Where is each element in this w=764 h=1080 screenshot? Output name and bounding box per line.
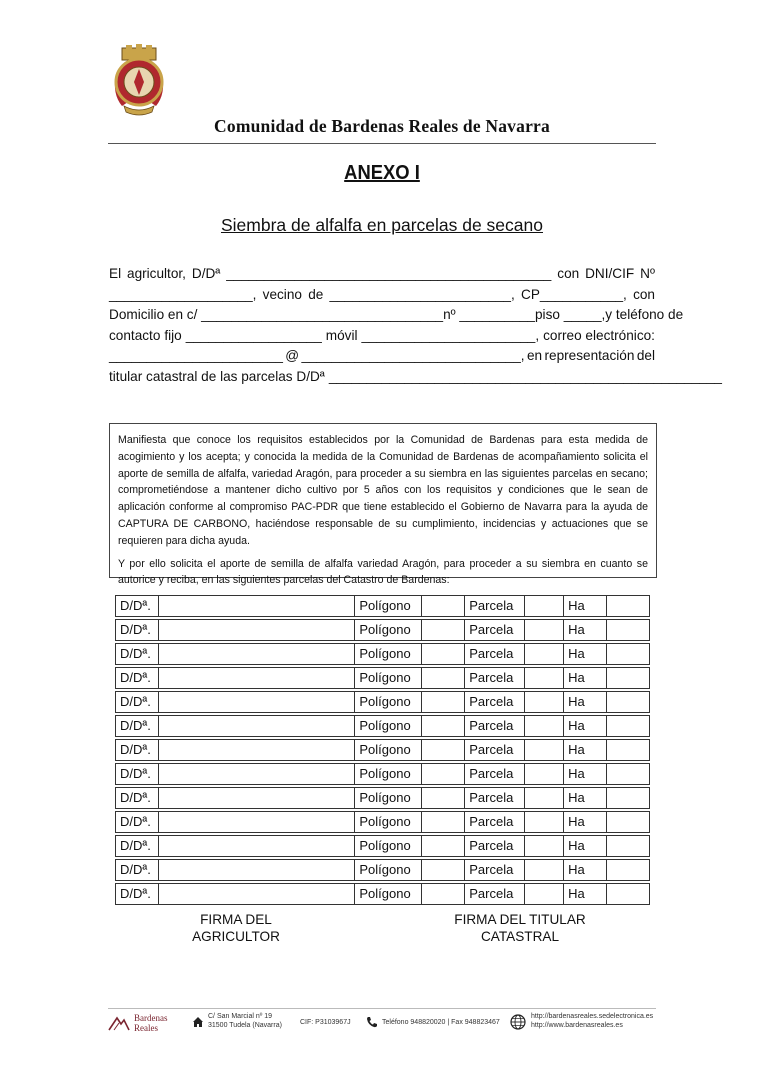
form-word: de bbox=[308, 286, 324, 302]
dni-cif-blank[interactable]: ___________________, bbox=[109, 286, 257, 302]
parcel-value-cell[interactable] bbox=[525, 812, 564, 833]
owner-label: D/Dª. bbox=[116, 788, 159, 809]
parcel-label: Parcela bbox=[465, 620, 525, 641]
owner-name-cell[interactable] bbox=[158, 788, 354, 809]
form-word: D/Dª bbox=[191, 266, 221, 281]
hectares-label: Ha bbox=[564, 740, 607, 761]
address-line: C/ San Marcial nº 19 bbox=[208, 1013, 273, 1020]
parcel-value-cell[interactable] bbox=[525, 692, 564, 713]
footer-cif bbox=[300, 1019, 351, 1026]
declaration-paragraph: Y por ello solicita el aporte de semilla de alfalfa variedad Aragón, para proceder a su siembra en cuanto se autorice y reciba, en las siguientes parcelas del Catastro de Bardenas: bbox=[118, 557, 648, 587]
parcel-label: Parcela bbox=[465, 788, 525, 809]
owner-name-cell[interactable] bbox=[158, 740, 354, 761]
parcel-value-cell[interactable] bbox=[525, 836, 564, 857]
footer-brand bbox=[108, 1013, 168, 1033]
owner-signature bbox=[440, 911, 600, 945]
owner-name-cell[interactable] bbox=[158, 668, 354, 689]
hectares-value-cell[interactable] bbox=[607, 740, 650, 761]
owner-name-cell[interactable] bbox=[158, 836, 354, 857]
hectares-value-cell[interactable] bbox=[607, 644, 650, 665]
owner-label: D/Dª. bbox=[116, 740, 159, 761]
parcel-label: Parcela bbox=[465, 884, 525, 905]
home-icon bbox=[192, 1016, 204, 1028]
parcel-label: Parcela bbox=[465, 668, 525, 689]
polygon-label: Polígono bbox=[355, 860, 422, 881]
parcel-row bbox=[116, 620, 650, 641]
form-word: correo electrónico: bbox=[543, 327, 655, 343]
hectares-value-cell[interactable] bbox=[607, 620, 650, 641]
polygon-value-cell[interactable] bbox=[422, 644, 465, 665]
owner-label: D/Dª. bbox=[116, 884, 159, 905]
signature-label: FIRMA DEL TITULAR bbox=[454, 912, 586, 927]
owner-label: D/Dª. bbox=[116, 764, 159, 785]
postal-code-blank[interactable]: CP___________, bbox=[521, 286, 627, 302]
polygon-value-cell[interactable] bbox=[422, 668, 465, 689]
parcel-row bbox=[116, 812, 650, 833]
hectares-label: Ha bbox=[564, 812, 607, 833]
form-line-4 bbox=[109, 326, 655, 347]
header-divider bbox=[108, 143, 656, 144]
mobile-blank[interactable]: _______________________, bbox=[361, 327, 540, 343]
hectares-value-cell[interactable] bbox=[607, 596, 650, 617]
cadastral-owner-blank[interactable]: ____________________________________________________ bbox=[328, 368, 722, 384]
polygon-label: Polígono bbox=[355, 788, 422, 809]
owner-name-cell[interactable] bbox=[158, 812, 354, 833]
parcel-label: Parcela bbox=[465, 644, 525, 665]
parcel-row bbox=[116, 764, 650, 785]
hectares-label: Ha bbox=[564, 644, 607, 665]
page-footer bbox=[108, 1013, 656, 1037]
parcel-row bbox=[116, 596, 650, 617]
street-blank[interactable]: Domicilio en c/ ________________________________ bbox=[109, 307, 444, 322]
declaration-box bbox=[109, 423, 657, 587]
brand-name: Reales bbox=[134, 1023, 158, 1033]
owner-name-cell[interactable] bbox=[158, 620, 354, 641]
parcel-value-cell[interactable] bbox=[525, 716, 564, 737]
form-line-1 bbox=[109, 264, 655, 285]
declaration-paragraph: Manifiesta que conoce los requisitos establecidos por la Comunidad de Bardenas para esta medida de acogimiento y los acepta; y conocida la medida de la Comunidad de Bardenas de acompañamiento solicita el aporte de semilla de alfalfa, variedad Aragón, para proceder a su siembra en las siguientes parcelas en secano; comprometiéndose a mantener dicho cultivo por 5 años con los requisitos y condiciones que le sean de aplicación conforme al compromiso PAC-PDR que tiene establecido el Gobierno de Navarra para la ayuda de CAPTURA DE CARBONO, haciéndose responsable de su cumplimiento, incidencias y actuaciones que se requieren para dicha ayuda. bbox=[118, 434, 648, 547]
owner-label: D/Dª. bbox=[116, 812, 159, 833]
polygon-label: Polígono bbox=[355, 644, 422, 665]
footer-divider bbox=[108, 1008, 656, 1009]
signature-label: FIRMA DEL bbox=[200, 912, 272, 927]
parcel-label: Parcela bbox=[465, 812, 525, 833]
form-word: agricultor, bbox=[127, 266, 186, 281]
parcel-row bbox=[116, 884, 650, 905]
phone-text: Teléfono 948820020 | Fax 948823467 bbox=[382, 1018, 500, 1026]
polygon-label: Polígono bbox=[355, 740, 422, 761]
applicant-form bbox=[109, 264, 722, 387]
parcel-row bbox=[116, 860, 650, 881]
hectares-value-cell[interactable] bbox=[607, 860, 650, 881]
community-seal-logo bbox=[108, 44, 170, 116]
parcel-row bbox=[116, 716, 650, 737]
footer-web bbox=[510, 1013, 653, 1030]
cif-text: CIF: P3103967J bbox=[300, 1019, 351, 1026]
parcel-label: Parcela bbox=[465, 836, 525, 857]
form-line-6 bbox=[109, 367, 722, 388]
owner-label: D/Dª. bbox=[116, 620, 159, 641]
parcel-value-cell[interactable] bbox=[525, 860, 564, 881]
farmer-signature bbox=[176, 911, 296, 945]
parcel-value-cell[interactable] bbox=[525, 788, 564, 809]
owner-label: D/Dª. bbox=[116, 668, 159, 689]
polygon-label: Polígono bbox=[355, 692, 422, 713]
hectares-value-cell[interactable] bbox=[607, 692, 650, 713]
hectares-value-cell[interactable] bbox=[607, 668, 650, 689]
owner-label: D/Dª. bbox=[116, 716, 159, 737]
website-link[interactable]: http://www.bardenasreales.es bbox=[531, 1021, 623, 1029]
parcel-label: Parcela bbox=[465, 764, 525, 785]
polygon-value-cell[interactable] bbox=[422, 692, 465, 713]
form-line-3 bbox=[109, 305, 684, 326]
parcel-row bbox=[116, 788, 650, 809]
floor-blank[interactable]: piso _____, bbox=[535, 307, 606, 322]
owner-label: D/Dª. bbox=[116, 692, 159, 713]
form-word: del bbox=[636, 348, 655, 363]
parcel-row bbox=[116, 740, 650, 761]
form-word: y teléfono de bbox=[605, 307, 684, 322]
parcel-value-cell[interactable] bbox=[525, 596, 564, 617]
parcel-label: Parcela bbox=[465, 692, 525, 713]
polygon-label: Polígono bbox=[355, 620, 422, 641]
parcel-value-cell[interactable] bbox=[525, 620, 564, 641]
hectares-label: Ha bbox=[564, 620, 607, 641]
polygon-value-cell[interactable] bbox=[422, 740, 465, 761]
hectares-label: Ha bbox=[564, 860, 607, 881]
polygon-label: Polígono bbox=[355, 596, 422, 617]
polygon-value-cell[interactable] bbox=[422, 596, 465, 617]
parcel-row bbox=[116, 668, 650, 689]
form-word: representación bbox=[544, 348, 635, 363]
polygon-value-cell[interactable] bbox=[422, 860, 465, 881]
owner-label: D/Dª. bbox=[116, 836, 159, 857]
hectares-label: Ha bbox=[564, 596, 607, 617]
form-line-2 bbox=[109, 285, 655, 306]
signature-label: AGRICULTOR bbox=[192, 929, 280, 944]
polygon-value-cell[interactable] bbox=[422, 620, 465, 641]
landline-blank[interactable]: __________________ bbox=[185, 327, 322, 343]
parcel-label: Parcela bbox=[465, 740, 525, 761]
parcel-row bbox=[116, 836, 650, 857]
address-line: 31500 Tudela (Navarra) bbox=[208, 1021, 282, 1029]
signature-label: CATASTRAL bbox=[480, 929, 560, 944]
polygon-value-cell[interactable] bbox=[422, 884, 465, 905]
owner-label: D/Dª. bbox=[116, 860, 159, 881]
hectares-value-cell[interactable] bbox=[607, 788, 650, 809]
farmer-name-blank[interactable]: ___________________________________________ bbox=[226, 266, 552, 281]
organization-title: Comunidad de Bardenas Reales de Navarra bbox=[214, 116, 550, 136]
owner-name-cell[interactable] bbox=[158, 764, 354, 785]
parcel-value-cell[interactable] bbox=[525, 764, 564, 785]
parcel-value-cell[interactable] bbox=[525, 668, 564, 689]
phone-icon bbox=[366, 1016, 378, 1028]
form-word: móvil bbox=[325, 327, 358, 343]
website-link[interactable]: http://bardenasreales.sedelectronica.es bbox=[531, 1013, 654, 1020]
parcel-label: Parcela bbox=[465, 716, 525, 737]
form-word: con bbox=[557, 266, 580, 281]
hectares-value-cell[interactable] bbox=[607, 884, 650, 905]
form-word: El bbox=[109, 266, 122, 281]
parcel-label: Parcela bbox=[465, 596, 525, 617]
polygon-label: Polígono bbox=[355, 764, 422, 785]
parcel-value-cell[interactable] bbox=[525, 644, 564, 665]
hectares-value-cell[interactable] bbox=[607, 764, 650, 785]
polygon-value-cell[interactable] bbox=[422, 836, 465, 857]
polygon-value-cell[interactable] bbox=[422, 764, 465, 785]
owner-name-cell[interactable] bbox=[158, 716, 354, 737]
document-subtitle: Siembra de alfalfa en parcelas de secano bbox=[220, 215, 543, 235]
parcel-row bbox=[116, 644, 650, 665]
footer-address bbox=[192, 1013, 282, 1030]
owner-name-cell[interactable] bbox=[158, 692, 354, 713]
form-word: DNI/CIF bbox=[585, 266, 635, 281]
owner-label: D/Dª. bbox=[116, 644, 159, 665]
form-word: @ bbox=[285, 348, 300, 363]
email-user-blank[interactable]: _______________________ bbox=[109, 348, 283, 363]
form-word: fijo bbox=[164, 327, 182, 343]
parcel-row bbox=[116, 692, 650, 713]
hectares-label: Ha bbox=[564, 836, 607, 857]
hectares-label: Ha bbox=[564, 668, 607, 689]
owner-label: D/Dª. bbox=[116, 596, 159, 617]
owner-name-cell[interactable] bbox=[158, 860, 354, 881]
hectares-label: Ha bbox=[564, 884, 607, 905]
form-word: con bbox=[633, 286, 655, 302]
polygon-label: Polígono bbox=[355, 884, 422, 905]
polygon-label: Polígono bbox=[355, 836, 422, 857]
municipality-blank[interactable]: ________________________, bbox=[329, 286, 515, 302]
parcel-value-cell[interactable] bbox=[525, 884, 564, 905]
hectares-label: Ha bbox=[564, 788, 607, 809]
hectares-label: Ha bbox=[564, 692, 607, 713]
annex-title: ANEXO I bbox=[344, 162, 420, 184]
form-word: vecino bbox=[262, 286, 302, 302]
hectares-value-cell[interactable] bbox=[607, 836, 650, 857]
hectares-label: Ha bbox=[564, 764, 607, 785]
parcel-value-cell[interactable] bbox=[525, 740, 564, 761]
globe-icon bbox=[510, 1014, 526, 1030]
brand-name: Bardenas bbox=[134, 1013, 168, 1023]
hectares-value-cell[interactable] bbox=[607, 716, 650, 737]
polygon-label: Polígono bbox=[355, 812, 422, 833]
polygon-value-cell[interactable] bbox=[422, 812, 465, 833]
form-word: contacto bbox=[109, 327, 161, 343]
owner-name-cell[interactable] bbox=[158, 644, 354, 665]
parcel-label: Parcela bbox=[465, 860, 525, 881]
bardenas-logo-icon bbox=[108, 1014, 130, 1032]
parcel-table bbox=[115, 595, 650, 905]
form-word: titular catastral de las parcelas D/Dª bbox=[109, 368, 325, 384]
number-blank[interactable]: nº __________ bbox=[443, 307, 535, 322]
form-line-5 bbox=[109, 346, 655, 367]
form-word: en bbox=[526, 348, 543, 363]
footer-phone bbox=[366, 1016, 500, 1028]
email-domain-blank[interactable]: _____________________________, bbox=[301, 348, 525, 363]
owner-name-cell[interactable] bbox=[158, 596, 354, 617]
polygon-value-cell[interactable] bbox=[422, 788, 465, 809]
hectares-value-cell[interactable] bbox=[607, 812, 650, 833]
polygon-label: Polígono bbox=[355, 668, 422, 689]
polygon-value-cell[interactable] bbox=[422, 716, 465, 737]
hectares-label: Ha bbox=[564, 716, 607, 737]
owner-name-cell[interactable] bbox=[158, 884, 354, 905]
form-word: Nº bbox=[640, 266, 655, 281]
polygon-label: Polígono bbox=[355, 716, 422, 737]
